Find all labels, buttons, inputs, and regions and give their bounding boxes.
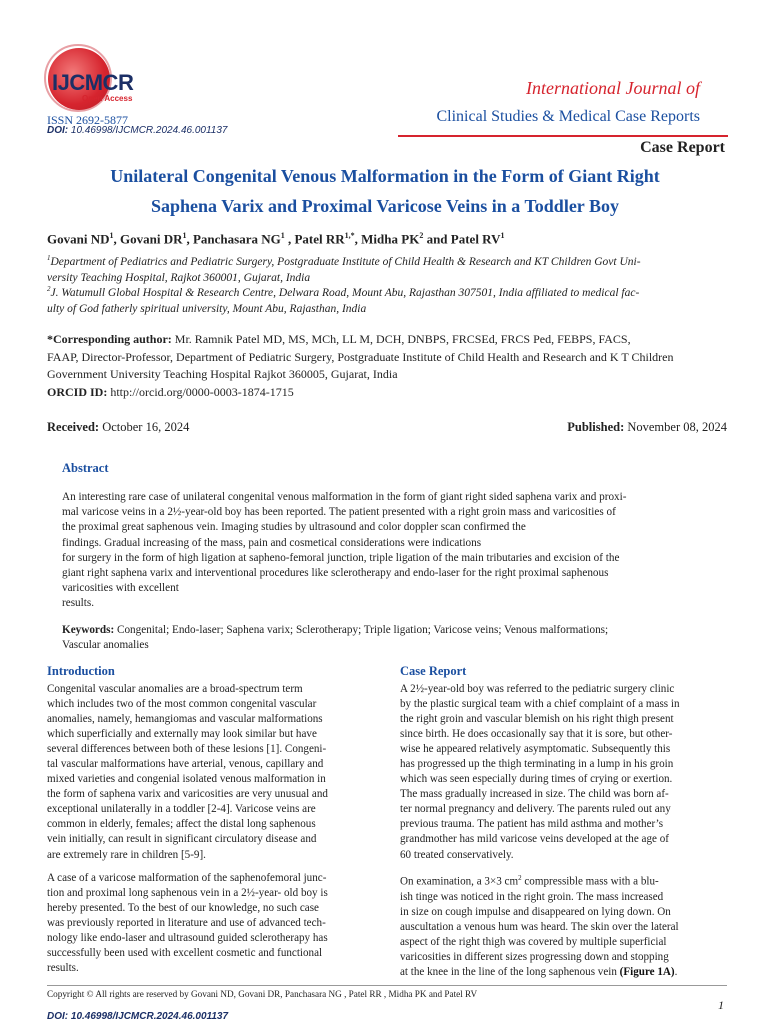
case-line: aspect of the right thigh was covered by multiple superficial: [400, 935, 667, 948]
case-line: the right groin and vascular blemish on his right thigh present: [400, 713, 674, 726]
logo-open-access: Open Access: [82, 94, 133, 103]
affil-text: ulty of God fatherly spiritual university, Mount Abu, Rajasthan, India: [47, 302, 367, 315]
intro-line: tion and proximal long saphenous vein in a 2½-year- old boy is: [47, 887, 328, 900]
intro-line: was previously reported in literature and use of advanced tech-: [47, 917, 326, 930]
published-label: Published:: [567, 420, 625, 434]
article-type: Case Report: [640, 139, 725, 156]
abstract-line: the proximal great saphenous vein. Imaging studies by ultrasound and color doppler scan confirmed the: [62, 521, 526, 534]
case-line: has progressed up the thigh terminating in a lump in his groin: [400, 758, 674, 771]
author: , Panchasara NG: [186, 231, 281, 247]
corr-text: Government University Teaching Hospital Rajkot 360005, Gujarat, India: [47, 367, 398, 381]
author: and Patel RV: [423, 231, 501, 247]
header-rule: [398, 135, 728, 137]
abstract-line: findings. Gradual increasing of the mass, pain and cosmetical considerations were indications: [62, 536, 482, 549]
abstract-line: An interesting rare case of unilateral congenital venous malformation in the form of giant right sided saphena varix and proxi-: [62, 491, 627, 503]
abstract-heading: Abstract: [62, 461, 109, 475]
issn: ISSN 2692-5877: [47, 113, 129, 127]
case-line: The mass gradually increased in size. The child was born af-: [400, 788, 669, 801]
keywords-text: Vascular anomalies: [62, 639, 149, 652]
case-line: varicosities in different sizes progressing down and stopping: [400, 950, 669, 963]
affil-text: J. Watumull Global Hospital & Research Centre, Delwara Road, Mount Abu, Rajasthan 307501, India affiliated to medical fac-: [50, 286, 640, 299]
intro-line: vein initially, can result in significant circulatory disease and: [47, 833, 317, 846]
keywords-label: Keywords:: [62, 624, 115, 636]
orcid-link[interactable]: http://orcid.org/0000-0003-1874-1715: [107, 384, 294, 399]
journal-logo: [44, 44, 174, 114]
author-sup: 1: [109, 231, 114, 240]
intro-line: Congenital vascular anomalies are a broad-spectrum term: [47, 683, 303, 695]
title-line-1: Unilateral Congenital Venous Malformation in the Form of Giant Right: [110, 166, 660, 186]
case-line: grandmother has mild varicose veins developed at the age of: [400, 833, 669, 846]
intro-line: several differences between both of these lesions [1]. Congeni-: [47, 743, 327, 756]
abstract-line: varicosities with excellent: [62, 582, 179, 595]
case-report-para-1: [400, 682, 724, 863]
page-number: 1: [718, 998, 724, 1012]
introduction-para-1: [47, 682, 371, 863]
orcid-label: ORCID ID:: [47, 384, 108, 399]
case-line: 60 treated conservatively.: [400, 848, 514, 861]
case-report-heading: Case Report: [400, 664, 467, 678]
abstract-body: [62, 490, 712, 612]
doi-header[interactable]: [47, 125, 227, 136]
introduction-para-2: [47, 871, 371, 976]
case-line: by the plastic surgical team with a chief complaint of a mass in: [400, 698, 680, 711]
intro-line: hereby presented. To the best of our knowledge, no such case: [47, 902, 319, 915]
intro-line: which includes two of the most common congenital vascular: [47, 698, 317, 711]
case-line: ish tinge was noticed in the right groin. The mass increased: [400, 890, 664, 903]
author: , Midha PK: [354, 231, 420, 247]
corresponding-star: *: [350, 231, 355, 240]
abstract-line: results.: [62, 597, 95, 610]
copyright-line: Copyright © All rights are reserved by Govani ND, Govani DR, Panchasara NG , Patel RR , Midha PK and Patel RV: [47, 985, 727, 999]
case-report-para-2: [400, 871, 724, 980]
intro-line: tal vascular malformations have arterial, venous, capillary and: [47, 758, 324, 771]
article-title: [60, 161, 710, 221]
affil-sup: 1: [47, 254, 51, 262]
case-line: since birth. He does occasionally say that it is sore, but other-: [400, 728, 673, 741]
keywords-text: Congenital; Endo-laser; Saphena varix; Sclerotherapy; Triple ligation; Varicose veins; Venous malformations;: [114, 624, 609, 636]
received-label: Received:: [47, 420, 100, 434]
case-text: .: [674, 965, 678, 978]
author: , Patel RR: [284, 231, 345, 247]
received-date: October 16, 2024: [99, 420, 190, 434]
doi-footer[interactable]: DOI: 10.46998/IJCMCR.2024.46.001137: [47, 1011, 229, 1022]
keywords: [62, 623, 712, 653]
doi-value: 10.46998/IJCMCR.2024.46.001137: [70, 125, 228, 136]
case-text: compressible mass with a blu-: [521, 875, 659, 888]
affiliation-2: [47, 281, 727, 317]
intro-line: results.: [47, 962, 79, 975]
case-line: previous trauma. The patient has mild asthma and mother’s: [400, 818, 664, 831]
affil-text: versity Teaching Hospital, Rajkot 360001, Gujarat, India: [47, 271, 311, 284]
author-sup: 1: [182, 231, 187, 240]
affil-sup: 2: [47, 285, 51, 293]
author-sup: [345, 231, 355, 240]
case-line: wise he appeared relatively asymptomatic. Subsequently this: [400, 743, 671, 756]
intro-line: the form of saphena varix and varicosities are very unusual and: [47, 788, 328, 801]
author-list: [47, 231, 505, 247]
case-line: auscultation a venous hum was heard. The skin over the lateral: [400, 920, 679, 933]
dates-row: [47, 420, 727, 435]
logo-text: IJCMCR: [52, 70, 134, 95]
author-sup: 1: [500, 231, 505, 240]
case-line: ter normal pregnancy and delivery. The parents ruled out any: [400, 803, 671, 816]
intro-line: which superficially and externally may look similar but have: [47, 728, 317, 741]
published-date: November 08, 2024: [624, 420, 727, 434]
intro-line: mixed varieties and congenial isolated venous malformation in: [47, 773, 326, 786]
journal-name-line1: International Journal of: [526, 78, 700, 98]
intro-line: common in elderly, females; affect the distal long saphenous: [47, 818, 316, 831]
abstract-line: for surgery in the form of high ligation at sapheno-femoral junction, triple ligation of the main tributaries and excision of the: [62, 551, 620, 564]
corr-text: FAAP, Director-Professor, Department of Pediatric Surgery, Postgraduate Institute of Child Health and Research and K T Children: [47, 349, 674, 364]
intro-line: are extremely rare in children [5-9].: [47, 848, 206, 861]
doi-label: DOI:: [47, 125, 69, 136]
corr-label: *Corresponding author:: [47, 332, 172, 346]
affil-text: Department of Pediatrics and Pediatric Surgery, Postgraduate Institute of Child Health & Research and KT Children Govt Uni-: [50, 255, 641, 268]
introduction-heading: Introduction: [47, 664, 115, 678]
case-text: at the knee in the line of the long saphenous vein: [400, 965, 620, 978]
intro-line: successfully been used with excellent cosmetic and functional: [47, 947, 323, 960]
intro-line: A case of a varicose malformation of the saphenofemoral junc-: [47, 872, 327, 884]
case-text: On examination, a 3×3 cm: [400, 875, 519, 888]
corresponding-author: [47, 331, 727, 401]
author: Govani ND: [47, 231, 110, 247]
case-line: A 2½-year-old boy was referred to the pediatric surgery clinic: [400, 683, 675, 695]
journal-name-line2: Clinical Studies & Medical Case Reports: [436, 108, 700, 125]
corr-text: Mr. Ramnik Patel MD, MS, MCh, LL M, DCH, DNBPS, FRCSEd, FRCS Ped, FEBPS, FACS,: [171, 332, 631, 346]
abstract-line: giant right saphena varix and interventional procedures like sclerotherapy and endo-laser for the right proximal saphenous: [62, 567, 609, 580]
intro-line: exceptional unilaterally in a toddler [2-4]. Varicose veins are: [47, 803, 316, 816]
intro-line: anomalies, namely, hemangiomas and vascular malformations: [47, 713, 323, 726]
author-sup-num: 1,: [344, 231, 351, 240]
title-line-2: Saphena Varix and Proximal Varicose Veins in a Toddler Boy: [151, 196, 619, 216]
case-sup: 2: [518, 874, 522, 882]
author: , Govani DR: [113, 231, 183, 247]
case-line: which was seen especially during times of crying or exertion.: [400, 773, 673, 786]
author-sup: 2: [419, 231, 424, 240]
abstract-line: mal varicose veins in a 2½-year-old boy has been reported. The patient presented with a right groin mass and varicosities of: [62, 506, 616, 519]
intro-line: nology like endo-laser and ultrasound guided sclerotherapy has: [47, 932, 328, 945]
figure-ref[interactable]: (Figure 1A): [619, 965, 675, 978]
author-sup: 1: [280, 231, 285, 240]
case-line: in size on cough impulse and disappeared on lying down. On: [400, 905, 671, 918]
